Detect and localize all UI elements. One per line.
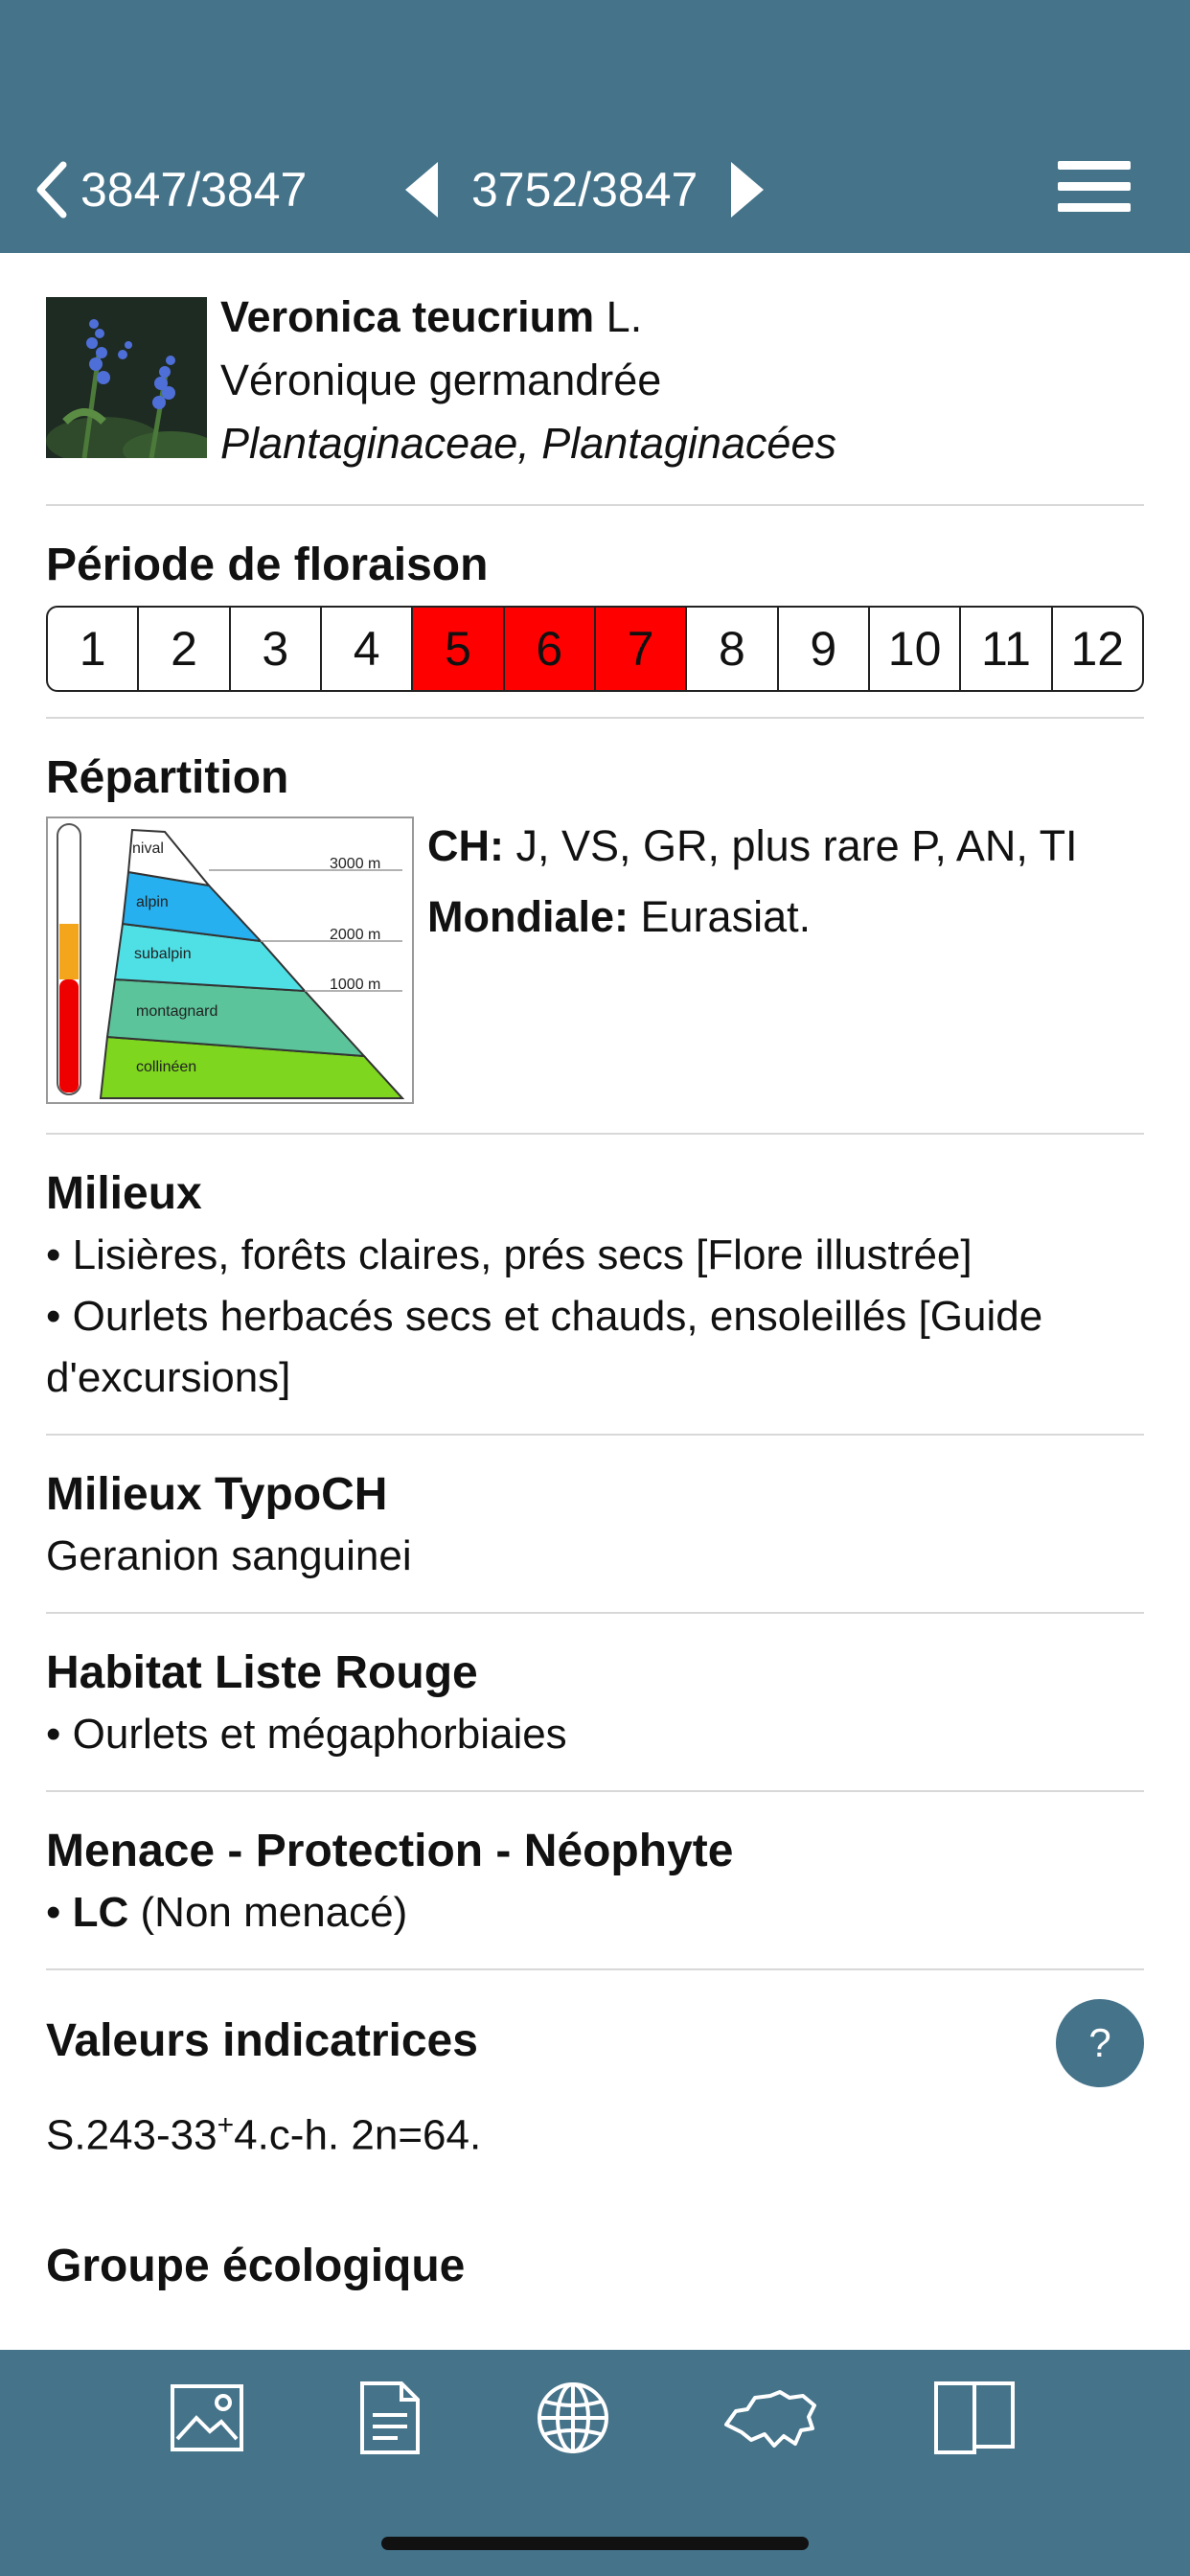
- zone-label: montagnard: [136, 1003, 218, 1020]
- month-cell-11: 11: [961, 608, 1052, 690]
- red-list-habitat-section: [46, 1614, 1144, 1792]
- top-nav-bar: [0, 0, 1190, 253]
- zone-label: nival: [132, 840, 164, 857]
- section-title: Milieux: [46, 1168, 202, 1219]
- species-header: [46, 253, 1144, 506]
- zone-label: collinéen: [136, 1059, 197, 1075]
- milieux-section: [46, 1135, 1144, 1436]
- flowering-months: [46, 606, 1144, 692]
- section-title: Habitat Liste Rouge: [46, 1647, 478, 1698]
- flower-photo-icon: [46, 297, 207, 458]
- species-detail[interactable]: [46, 253, 1144, 2350]
- next-button[interactable]: [728, 161, 767, 218]
- ecological-group-section: [46, 2167, 1144, 2297]
- month-cell-8: 8: [687, 608, 778, 690]
- tab-book[interactable]: [931, 2375, 1018, 2461]
- month-cell-5: 5: [413, 608, 504, 690]
- altitude-label: 3000 m: [330, 856, 381, 872]
- section-title: Milieux TypoCH: [46, 1469, 388, 1520]
- section-title: Groupe écologique: [46, 2240, 466, 2291]
- section-title: Menace - Protection - Néophyte: [46, 1826, 734, 1876]
- section-title: Répartition: [46, 752, 289, 803]
- species-photo[interactable]: [46, 297, 207, 458]
- month-cell-9: 9: [779, 608, 870, 690]
- list-item: • Ourlets et mégaphorbiaies: [46, 1711, 567, 1758]
- altitude-zones-diagram[interactable]: [46, 816, 414, 1104]
- tab-images[interactable]: [169, 2375, 245, 2461]
- zone-label: alpin: [136, 894, 169, 910]
- switzerland-map-icon: [722, 2386, 818, 2450]
- indicator-values-section: [46, 1970, 1144, 2167]
- month-cell-4: 4: [322, 608, 413, 690]
- distribution-ch: CH: J, VS, GR, plus rare P, AN, TI: [427, 821, 1078, 870]
- altitude-label: 2000 m: [330, 927, 381, 943]
- tab-world[interactable]: [535, 2375, 611, 2461]
- globe-icon: [536, 2380, 610, 2455]
- tab-description[interactable]: [356, 2375, 423, 2461]
- triangle-right-icon: [731, 162, 764, 218]
- scientific-name: Veronica teucrium L.: [220, 292, 643, 341]
- distribution-section: [46, 719, 1144, 1135]
- section-title: Période de floraison: [46, 540, 489, 590]
- altitude-label: 1000 m: [330, 977, 381, 993]
- list-item: • Lisières, forêts claires, prés secs [Flore illustrée]: [46, 1231, 973, 1278]
- month-cell-1: 1: [48, 608, 139, 690]
- list-item: • Ourlets herbacés secs et chauds, ensoleillés [Guide d'excursions]: [46, 1293, 1043, 1401]
- document-icon: [359, 2380, 421, 2455]
- triangle-left-icon: [405, 162, 438, 218]
- back-count: 3847/3847: [80, 163, 308, 217]
- family-name: Plantaginaceae, Plantaginacées: [220, 419, 836, 468]
- home-indicator[interactable]: [381, 2537, 809, 2550]
- month-cell-6: 6: [505, 608, 596, 690]
- common-name: Véronique germandrée: [220, 356, 662, 404]
- record-navigator: [402, 159, 767, 220]
- hamburger-menu-icon[interactable]: [1058, 161, 1133, 217]
- month-cell-10: 10: [870, 608, 961, 690]
- image-icon: [170, 2383, 244, 2452]
- flowering-section: [46, 506, 1144, 719]
- indicator-values: S.243-33+4.c-h. 2n=64.: [46, 2109, 482, 2159]
- previous-button[interactable]: [402, 161, 441, 218]
- typoch-section: [46, 1436, 1144, 1614]
- distribution-world: Mondiale: Eurasiat.: [427, 892, 812, 941]
- section-title: Valeurs indicatrices: [46, 2015, 478, 2066]
- zone-label: subalpin: [134, 946, 192, 962]
- month-cell-3: 3: [231, 608, 322, 690]
- month-cell-12: 12: [1070, 622, 1125, 676]
- record-position: 3752/3847: [471, 163, 698, 217]
- chevron-left-icon: [34, 161, 67, 218]
- month-cell-2: 2: [139, 608, 230, 690]
- month-cell-7: 7: [596, 608, 687, 690]
- threat-status: • LC (Non menacé): [46, 1889, 408, 1936]
- help-button[interactable]: ?: [1056, 1999, 1144, 2087]
- back-button[interactable]: [34, 159, 307, 220]
- threat-section: [46, 1792, 1144, 1970]
- typoch-value: Geranion sanguinei: [46, 1532, 412, 1579]
- tab-switzerland-map[interactable]: [722, 2375, 818, 2461]
- book-icon: [932, 2380, 1017, 2456]
